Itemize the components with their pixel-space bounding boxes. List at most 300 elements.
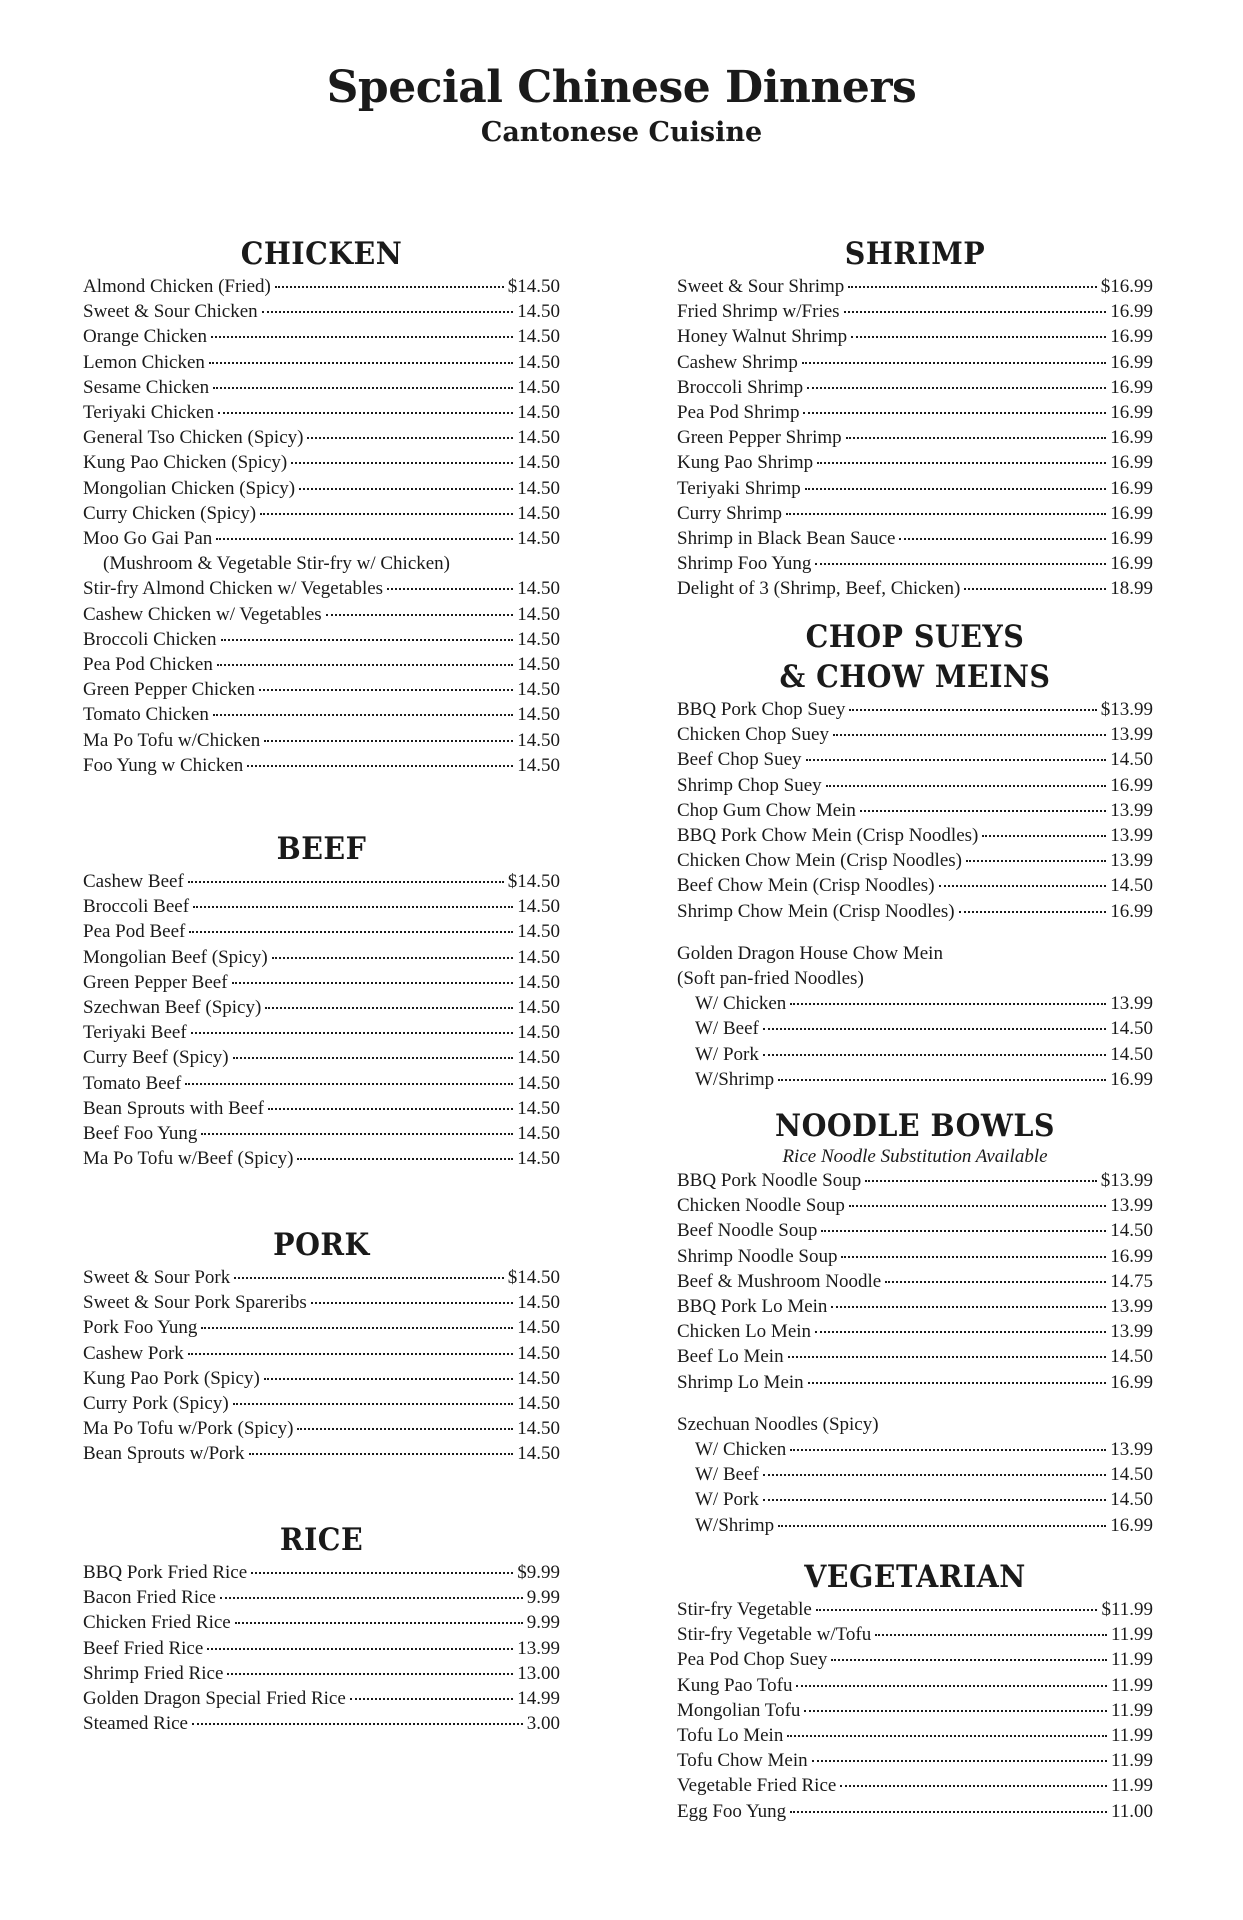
menu-item (677, 1748, 1153, 1773)
menu-item (83, 677, 560, 702)
menu-item-name: Pork Foo Yung (83, 1317, 198, 1339)
menu-item-name: Lemon Chicken (83, 351, 205, 373)
dot-leader (191, 1032, 514, 1034)
menu-item-name: Beef Chop Suey (677, 749, 802, 771)
menu-item-name: Broccoli Chicken (83, 628, 217, 650)
menu-item-price: 14.50 (517, 971, 560, 993)
menu-item (677, 501, 1153, 526)
menu-item-name: Curry Shrimp (677, 502, 783, 524)
menu-item (83, 919, 560, 944)
dot-leader (763, 1054, 1106, 1056)
menu-item (677, 526, 1153, 551)
menu-item-name: BBQ Pork Chop Suey (677, 699, 846, 720)
dot-leader (213, 387, 513, 389)
section-rice (83, 1520, 560, 1736)
menu-item (83, 1121, 560, 1146)
menu-item-name: Shrimp Chow Mein (Crisp Noodles) (677, 900, 955, 922)
section-title-rice: RICE (279, 1522, 364, 1558)
section-shrimp (677, 234, 1153, 602)
dot-leader (763, 1028, 1106, 1030)
menu-item-price: 14.99 (517, 1688, 560, 1710)
menu-item-name: W/ Beef (695, 1464, 759, 1486)
dot-leader (299, 488, 513, 490)
menu-item-name: Shrimp Chop Suey (677, 774, 822, 796)
section-title-beef: BEEF (276, 831, 367, 867)
dot-leader (790, 1811, 1107, 1813)
menu-item-price: 16.99 (1110, 1245, 1153, 1267)
menu-item-name: Foo Yung w Chicken (83, 754, 244, 776)
menu-item-name: Green Pepper Chicken (83, 679, 255, 701)
dot-leader (221, 639, 514, 641)
menu-item-name: Pea Pod Beef (83, 921, 186, 943)
menu-item (83, 1711, 560, 1736)
menu-item (83, 894, 560, 919)
menu-item-price: 16.99 (1110, 1068, 1153, 1090)
dot-leader (848, 286, 1096, 288)
section-pork (83, 1225, 560, 1467)
menu-item-price: 14.50 (517, 1418, 560, 1440)
menu-item (83, 995, 560, 1020)
menu-item-name: Curry Chicken (Spicy) (83, 502, 257, 524)
dot-leader (778, 1525, 1106, 1527)
dot-leader (807, 387, 1106, 389)
dot-leader (297, 1428, 513, 1430)
menu-item-name: Pea Pod Chicken (83, 654, 213, 676)
dot-leader (788, 1356, 1107, 1358)
menu-item (83, 1416, 560, 1441)
menu-item (83, 1341, 560, 1366)
menu-item-name: Delight of 3 (Shrimp, Beef, Chicken) (677, 578, 961, 600)
menu-item (677, 324, 1153, 349)
dot-leader (899, 538, 1106, 540)
menu-item (83, 375, 560, 400)
menu-item (677, 1218, 1153, 1243)
dot-leader (803, 412, 1106, 414)
menu-item-name: Almond Chicken (Fried) (83, 276, 271, 297)
menu-item (83, 1290, 560, 1315)
noodle-note: Rice Noodle Substitution Available (782, 1146, 1048, 1167)
menu-item (677, 551, 1153, 576)
menu-item (83, 1146, 560, 1171)
menu-item-price: 14.50 (517, 326, 560, 348)
menu-item (677, 823, 1153, 848)
menu-item (83, 728, 560, 753)
menu-item-name: Vegetable Fried Rice (677, 1775, 837, 1797)
menu-item-price: 13.99 (1110, 850, 1153, 872)
menu-item-price: $11.99 (1101, 1599, 1153, 1620)
menu-item-name: Chicken Chop Suey (677, 724, 829, 746)
menu-item-name: Teriyaki Beef (83, 1022, 187, 1044)
menu-item (83, 1560, 560, 1585)
menu-item-name: W/ Pork (695, 1489, 759, 1511)
house-chow-mein-note: (Soft pan-fried Noodles) (677, 968, 864, 990)
dot-leader (840, 1785, 1107, 1787)
menu-item-price: 14.50 (517, 654, 560, 676)
shrimp-items (677, 274, 1153, 602)
menu-item-price: 13.99 (1110, 1296, 1153, 1318)
menu-item (83, 1585, 560, 1610)
menu-item (677, 697, 1153, 722)
menu-item-price: 14.50 (517, 628, 560, 650)
dot-leader (802, 362, 1106, 364)
menu-item-name: BBQ Pork Fried Rice (83, 1562, 248, 1583)
menu-item-name: Pea Pod Shrimp (677, 402, 800, 424)
dot-leader (227, 1673, 513, 1675)
menu-item-price: 13.99 (1110, 993, 1153, 1015)
menu-item (83, 970, 560, 995)
dot-leader (249, 1453, 514, 1455)
menu-item-price: 11.99 (1110, 1699, 1153, 1721)
menu-item-price: 14.50 (517, 1292, 560, 1314)
dot-leader (297, 1158, 513, 1160)
menu-item-price: 16.99 (1110, 1371, 1153, 1393)
menu-item (83, 350, 560, 375)
menu-item (83, 1045, 560, 1070)
menu-item-price: 13.99 (1110, 1195, 1153, 1217)
menu-item-name: Stir-fry Almond Chicken w/ Vegetables (83, 578, 384, 600)
menu-item-name: Beef & Mushroom Noodle (677, 1270, 882, 1292)
menu-item-price: 14.50 (517, 704, 560, 726)
menu-item-price: 16.99 (1110, 553, 1153, 575)
menu-item-price: 13.99 (517, 1637, 560, 1659)
dot-leader (247, 765, 513, 767)
menu-item-price: 11.99 (1110, 1649, 1153, 1671)
menu-item (83, 526, 560, 551)
menu-item (677, 400, 1153, 425)
menu-item-name: Chicken Lo Mein (677, 1321, 812, 1343)
menu-item-name: Egg Foo Yung (677, 1800, 787, 1822)
menu-item-price: 16.99 (1110, 528, 1153, 550)
menu-item-name: Bean Sprouts with Beef (83, 1097, 265, 1119)
menu-item (83, 450, 560, 475)
menu-item-name: Orange Chicken (83, 326, 207, 348)
dot-leader (790, 1003, 1106, 1005)
menu-item-name: Tomato Beef (83, 1072, 182, 1094)
menu-item-name: Green Pepper Beef (83, 971, 228, 993)
dot-leader (185, 1083, 513, 1085)
menu-item-price: 14.50 (517, 578, 560, 600)
dot-leader (262, 311, 514, 313)
dot-leader (235, 1622, 523, 1624)
menu-item-price: 14.50 (517, 1097, 560, 1119)
menu-item-name: Cashew Beef (83, 871, 184, 892)
dot-leader (211, 336, 513, 338)
menu-item (677, 1016, 1153, 1041)
menu-item (677, 1723, 1153, 1748)
dot-leader (826, 785, 1107, 787)
rice-items (83, 1560, 560, 1736)
menu-item (677, 350, 1153, 375)
menu-item-price: 13.00 (517, 1662, 560, 1684)
menu-item (677, 1462, 1153, 1487)
menu-item (83, 299, 560, 324)
house-chow-mein-items (677, 991, 1153, 1092)
menu-item-price: 14.50 (517, 1022, 560, 1044)
dot-leader (233, 1403, 514, 1405)
dot-leader (812, 1760, 1107, 1762)
dot-leader (291, 462, 513, 464)
menu-item (677, 873, 1153, 898)
menu-item (83, 1610, 560, 1635)
dot-leader (763, 1474, 1106, 1476)
menu-item (83, 1661, 560, 1686)
dot-leader (233, 1057, 514, 1059)
dot-leader (841, 1256, 1106, 1258)
menu-item-price: $13.99 (1100, 1170, 1153, 1191)
menu-item (677, 773, 1153, 798)
menu-item-name: Shrimp Fried Rice (83, 1662, 224, 1684)
dot-leader (311, 1302, 513, 1304)
dot-leader (275, 286, 504, 288)
dot-leader (272, 957, 514, 959)
menu-item-price: 14.50 (517, 502, 560, 524)
menu-item-name: Moo Go Gai Pan (83, 528, 213, 550)
menu-item (83, 1265, 560, 1290)
menu-item-price: 14.50 (517, 477, 560, 499)
menu-item-name: Sweet & Sour Pork Spareribs (83, 1292, 307, 1314)
section-title-chicken: CHICKEN (240, 236, 403, 272)
dot-leader (844, 311, 1107, 313)
menu-item-price: 11.99 (1110, 1674, 1153, 1696)
dot-leader (218, 412, 513, 414)
dot-leader (959, 911, 1107, 913)
menu-item-name: Cashew Shrimp (677, 351, 798, 373)
menu-item-name: W/ Chicken (695, 1439, 787, 1461)
menu-item (677, 1647, 1153, 1672)
menu-item-price: $14.50 (507, 871, 560, 892)
menu-item-name: Curry Beef (Spicy) (83, 1047, 229, 1069)
menu-item (677, 1437, 1153, 1462)
menu-item-price: 14.50 (517, 427, 560, 449)
dot-leader (808, 1382, 1107, 1384)
menu-item (677, 798, 1153, 823)
dot-leader (350, 1698, 513, 1700)
chop-suey-items (677, 697, 1153, 924)
menu-item (677, 1673, 1153, 1698)
menu-item-name: Sesame Chicken (83, 376, 210, 398)
menu-item (83, 1096, 560, 1121)
menu-item-price: 14.50 (517, 351, 560, 373)
menu-item-name: BBQ Pork Lo Mein (677, 1296, 828, 1318)
menu-item-name: Tofu Chow Mein (677, 1750, 808, 1772)
menu-item-name: W/ Chicken (695, 993, 787, 1015)
menu-item-name: Broccoli Beef (83, 896, 190, 918)
menu-item-price: 14.50 (517, 1072, 560, 1094)
menu-item-price: 14.50 (1110, 1489, 1153, 1511)
menu-item (677, 274, 1153, 299)
menu-item-price: 14.50 (1110, 1018, 1153, 1040)
dot-leader (260, 513, 513, 515)
menu-item-price: 16.99 (1110, 900, 1153, 922)
dot-leader (213, 714, 513, 716)
menu-item-name: Stir-fry Vegetable (677, 1599, 812, 1620)
menu-item-price: 14.50 (517, 452, 560, 474)
menu-item-price: 9.99 (526, 1612, 560, 1634)
menu-item-name: Chicken Fried Rice (83, 1612, 231, 1634)
page-title: Special Chinese Dinners (326, 62, 917, 113)
dot-leader (193, 906, 513, 908)
menu-item-price: 11.99 (1110, 1775, 1153, 1797)
menu-item-name: Sweet & Sour Chicken (83, 301, 258, 323)
dot-leader (796, 1685, 1106, 1687)
menu-item-name: Beef Chow Mein (Crisp Noodles) (677, 875, 935, 897)
dot-leader (326, 614, 514, 616)
menu-item-price: 3.00 (526, 1713, 560, 1735)
menu-item-price: 16.99 (1110, 427, 1153, 449)
menu-item-price: 14.50 (517, 754, 560, 776)
menu-item-price: 16.99 (1110, 351, 1153, 373)
menu-item (83, 400, 560, 425)
menu-item-name: Stir-fry Vegetable w/Tofu (677, 1624, 872, 1646)
dot-leader (804, 1710, 1107, 1712)
menu-item-price: 16.99 (1110, 502, 1153, 524)
menu-item (83, 1391, 560, 1416)
dot-leader (831, 1659, 1107, 1661)
menu-item-price: 14.50 (517, 921, 560, 943)
menu-item-price: 14.50 (1110, 1346, 1153, 1368)
menu-item (677, 476, 1153, 501)
menu-item-price: 11.99 (1110, 1624, 1153, 1646)
menu-item-price: 13.99 (1110, 1321, 1153, 1343)
menu-item-name: Szechwan Beef (Spicy) (83, 997, 262, 1019)
dot-leader (188, 881, 504, 883)
menu-item (83, 627, 560, 652)
menu-item (677, 375, 1153, 400)
szechuan-noodle-items (677, 1437, 1153, 1538)
section-vegetarian (677, 1557, 1153, 1824)
menu-item (83, 274, 560, 299)
menu-item-name: Cashew Pork (83, 1342, 184, 1364)
dot-leader (209, 362, 513, 364)
dot-leader (846, 437, 1107, 439)
menu-item-price: 14.50 (517, 1367, 560, 1389)
menu-item-price: $9.99 (517, 1562, 560, 1583)
menu-item (677, 299, 1153, 324)
menu-item-name: Steamed Rice (83, 1713, 188, 1735)
dot-leader (787, 1735, 1107, 1737)
menu-item-price: 14.50 (1110, 1464, 1153, 1486)
menu-item-price: 13.99 (1110, 724, 1153, 746)
menu-item (677, 1193, 1153, 1218)
menu-item-price: 16.99 (1110, 1514, 1153, 1536)
menu-item (83, 576, 560, 601)
menu-item-name: Honey Walnut Shrimp (677, 326, 848, 348)
menu-item-name: Fried Shrimp w/Fries (677, 301, 840, 323)
menu-item (83, 945, 560, 970)
menu-item-name: Mongolian Chicken (Spicy) (83, 477, 296, 499)
section-title-pork: PORK (273, 1227, 370, 1263)
dot-leader (831, 1306, 1106, 1308)
dot-leader (805, 488, 1107, 490)
menu-item (677, 425, 1153, 450)
dot-leader (234, 1277, 504, 1279)
menu-item-name: Beef Noodle Soup (677, 1220, 818, 1242)
dot-leader (264, 740, 513, 742)
menu-item-name: Kung Pao Tofu (677, 1674, 793, 1696)
section-noodle-bowls (677, 1106, 1153, 1538)
dot-leader (265, 1007, 513, 1009)
menu-item-price: 14.50 (517, 997, 560, 1019)
menu-item-note: (Mushroom & Vegetable Stir-fry w/ Chicken) (103, 553, 451, 575)
dot-leader (865, 1180, 1097, 1182)
menu-item-price: 16.99 (1110, 477, 1153, 499)
menu-item-price: 14.50 (517, 679, 560, 701)
menu-item-price: 13.99 (1110, 1439, 1153, 1461)
dot-leader (192, 1723, 523, 1725)
menu-item (677, 1294, 1153, 1319)
section-chop-suey (677, 617, 1153, 1092)
noodle-items (677, 1168, 1153, 1395)
dot-leader (815, 563, 1106, 565)
chicken-items (83, 274, 560, 551)
menu-item (677, 1773, 1153, 1798)
dot-leader (849, 1205, 1106, 1207)
dot-leader (849, 709, 1096, 711)
menu-item (677, 747, 1153, 772)
menu-item-price: 14.50 (517, 1047, 560, 1069)
menu-item-price: 14.50 (517, 1342, 560, 1364)
dot-leader (786, 513, 1106, 515)
menu-item-price: $13.99 (1100, 699, 1153, 720)
dot-leader (251, 1572, 513, 1574)
menu-item-name: Chicken Noodle Soup (677, 1195, 845, 1217)
menu-item-name: Ma Po Tofu w/Beef (Spicy) (83, 1148, 294, 1170)
dot-leader (806, 759, 1107, 761)
menu-item (677, 1168, 1153, 1193)
dot-leader (207, 1648, 513, 1650)
menu-item (677, 1370, 1153, 1395)
menu-item-name: Green Pepper Shrimp (677, 427, 842, 449)
menu-item (677, 1269, 1153, 1294)
menu-item (677, 1799, 1153, 1824)
menu-item (677, 1513, 1153, 1538)
menu-item-name: Beef Fried Rice (83, 1637, 204, 1659)
menu-item-name: Bacon Fried Rice (83, 1587, 216, 1609)
menu-item-name: Bean Sprouts w/Pork (83, 1443, 245, 1465)
dot-leader (860, 810, 1106, 812)
menu-item-price: 16.99 (1110, 301, 1153, 323)
menu-item (677, 1067, 1153, 1092)
menu-item (83, 1366, 560, 1391)
dot-leader (875, 1634, 1107, 1636)
menu-item-price: $14.50 (507, 276, 560, 297)
dot-leader (232, 982, 514, 984)
menu-item-name: Beef Foo Yung (83, 1123, 198, 1145)
house-chow-mein-title: Golden Dragon House Chow Mein (677, 942, 943, 964)
dot-leader (816, 1609, 1098, 1611)
menu-item (677, 991, 1153, 1016)
section-title-chow-mein: & CHOW MEINS (779, 659, 1051, 695)
menu-item-price: 18.99 (1110, 578, 1153, 600)
section-title-noodle-bowls: NOODLE BOWLS (775, 1108, 1055, 1144)
menu-item (677, 1698, 1153, 1723)
menu-item (677, 1597, 1153, 1622)
menu-item-name: Shrimp in Black Bean Sauce (677, 528, 896, 550)
menu-item-price: 14.50 (517, 896, 560, 918)
menu-item-price: 16.99 (1110, 402, 1153, 424)
dot-leader (201, 1327, 513, 1329)
menu-item-price: 14.50 (517, 946, 560, 968)
menu-item (677, 1244, 1153, 1269)
dot-leader (817, 462, 1106, 464)
menu-item-price: 9.99 (526, 1587, 560, 1609)
section-chicken (83, 234, 560, 778)
menu-item-price: 14.50 (517, 528, 560, 550)
menu-item-price: 16.99 (1110, 452, 1153, 474)
menu-item-name: W/ Beef (695, 1018, 759, 1040)
dot-leader (216, 538, 513, 540)
menu-item-price: 14.50 (517, 729, 560, 751)
